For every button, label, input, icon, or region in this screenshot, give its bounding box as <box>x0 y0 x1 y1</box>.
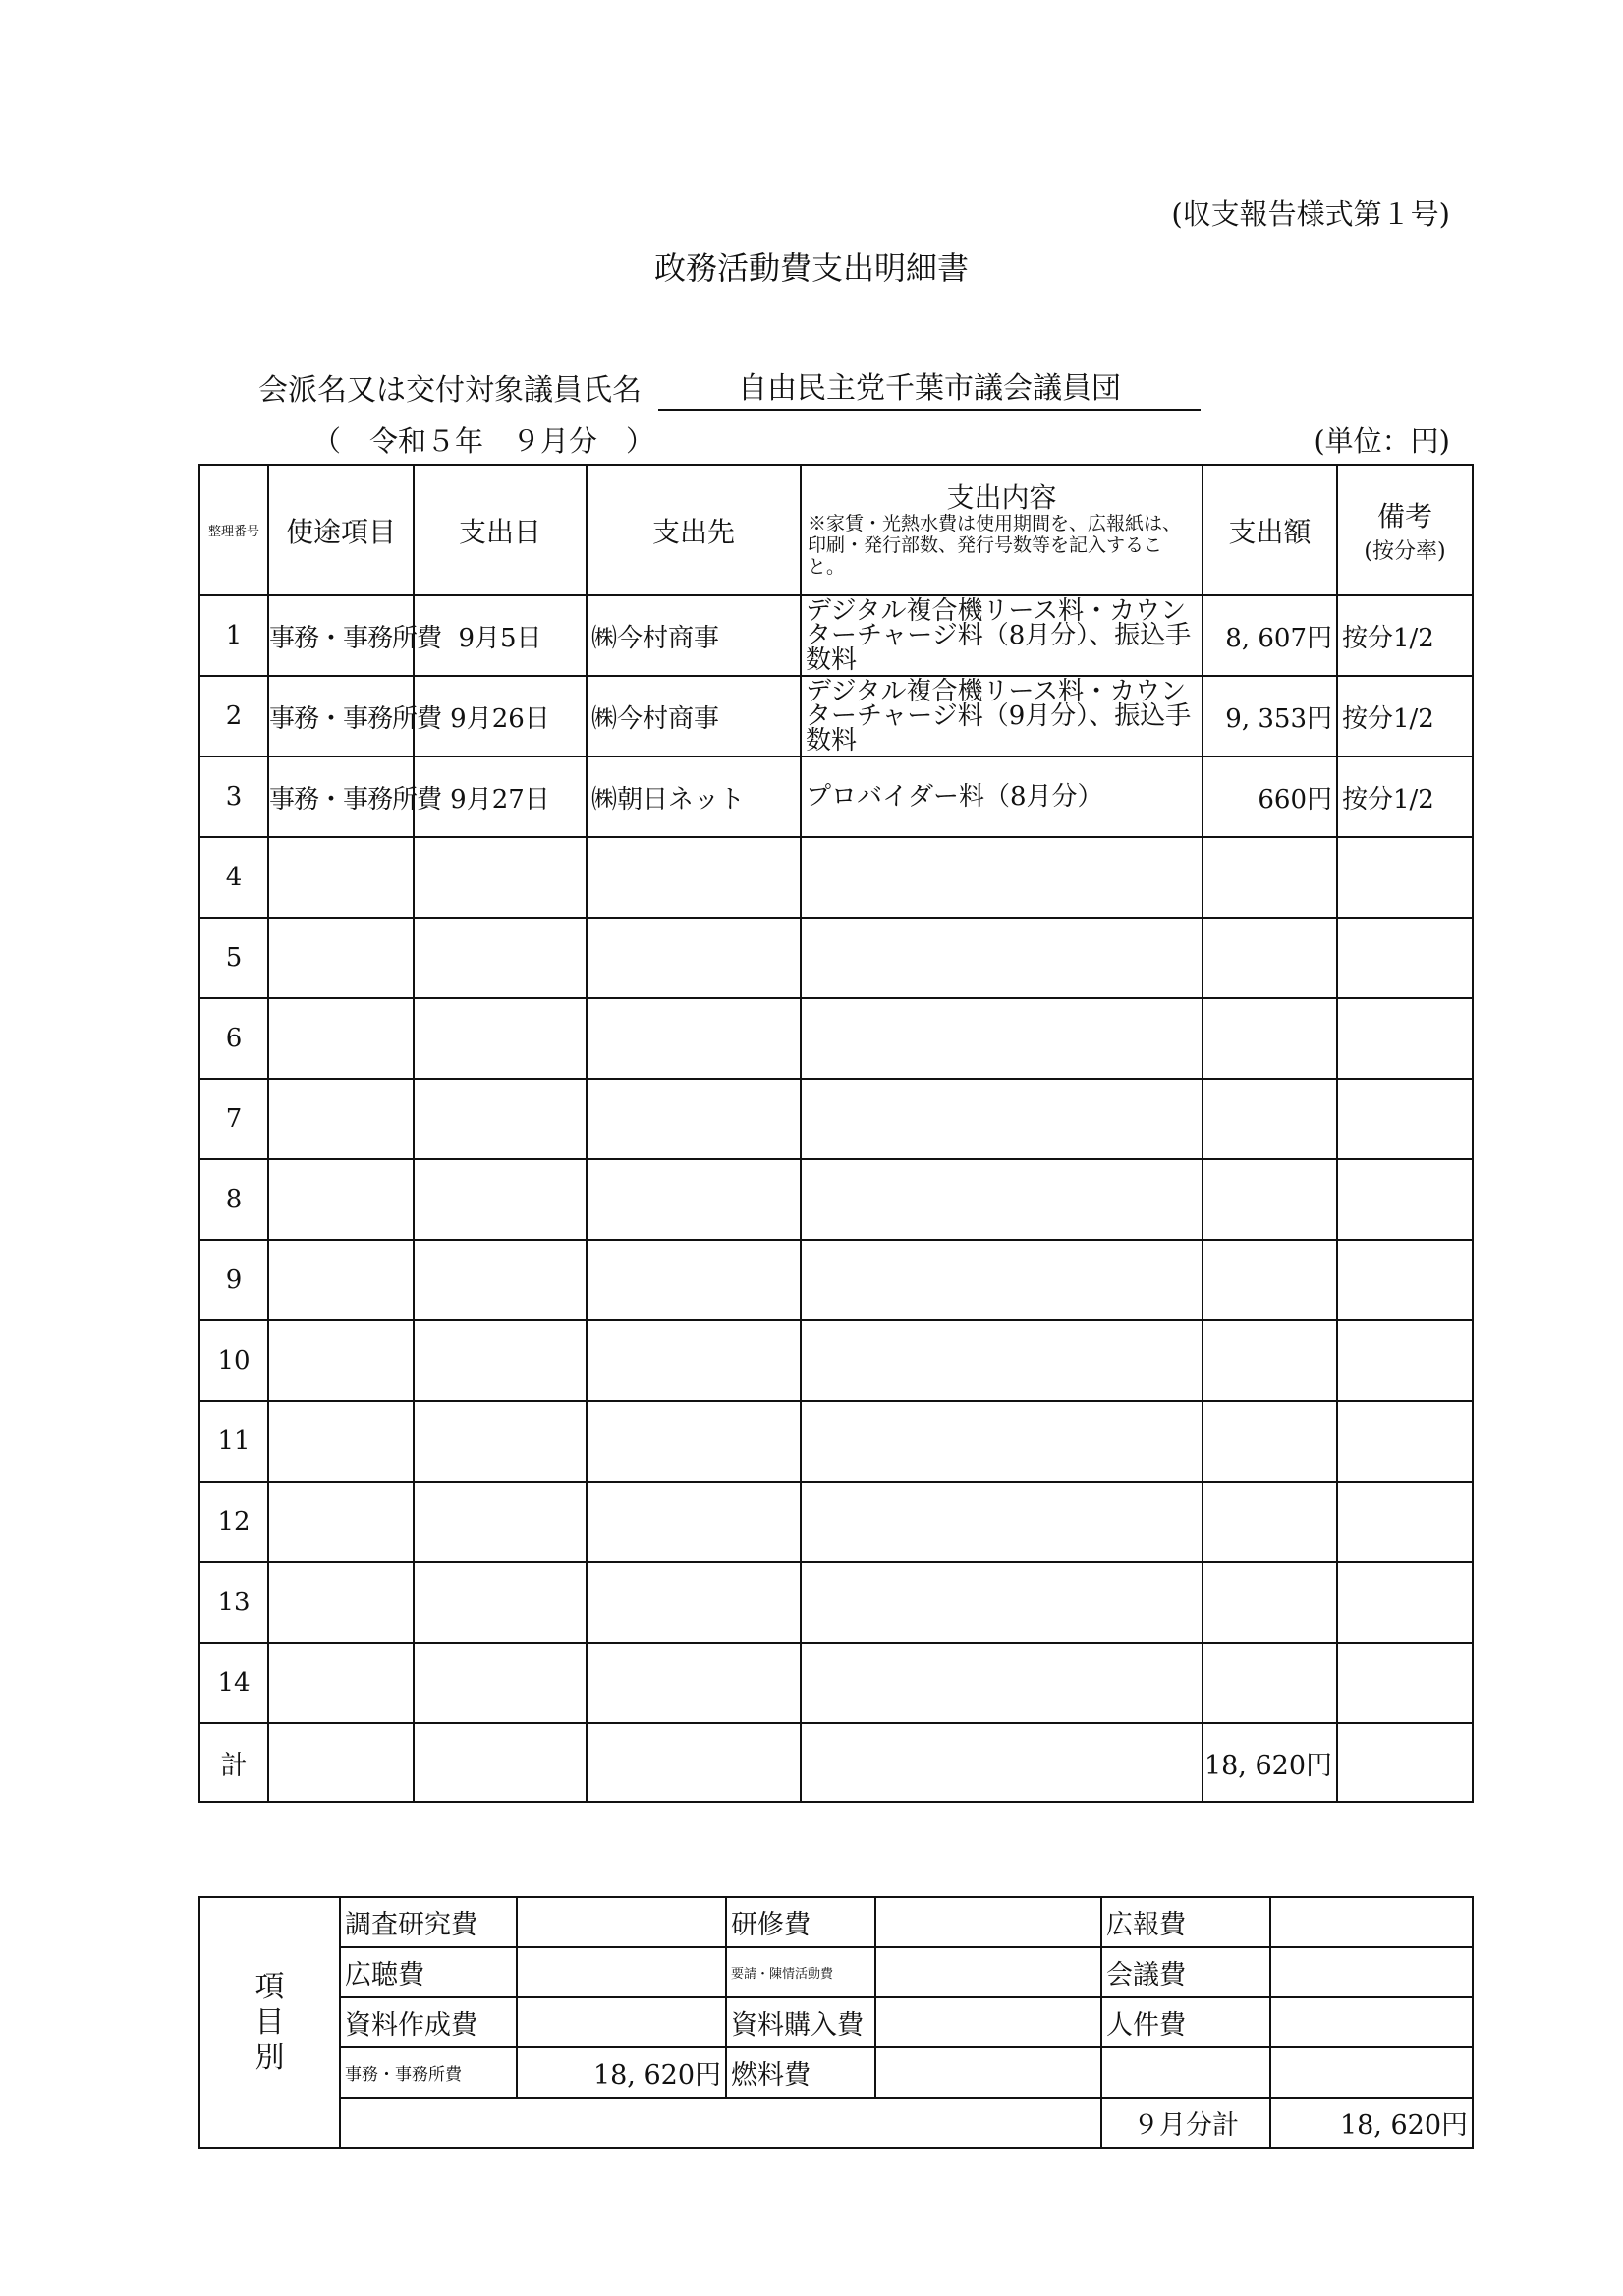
row-amount <box>1203 1401 1337 1482</box>
summary-row <box>199 1997 1473 2047</box>
row-amount: 660円 <box>1203 756 1337 837</box>
header-date: 支出日 <box>414 465 587 595</box>
month-total-label: ９月分計 <box>1101 2098 1270 2148</box>
table-body <box>199 595 1473 1723</box>
table-row <box>199 595 1473 676</box>
row-payee <box>587 1401 801 1482</box>
row-note <box>1337 1562 1473 1643</box>
row-use-category <box>268 998 414 1079</box>
summary-category-label: 調査研究費 <box>340 1897 517 1947</box>
row-amount <box>1203 837 1337 918</box>
row-number: 14 <box>199 1643 268 1723</box>
row-payee <box>587 837 801 918</box>
row-payee <box>587 1240 801 1320</box>
row-date <box>414 1079 587 1159</box>
header-content-note: ※家賃・光熱水費は使用期間を、広報紙は、印刷・発行部数、発行号数等を記入すること。 <box>808 512 1182 578</box>
row-note <box>1337 1643 1473 1723</box>
summary-row <box>199 2047 1473 2098</box>
row-payee <box>587 918 801 998</box>
row-content <box>801 1643 1203 1723</box>
row-number: 13 <box>199 1562 268 1643</box>
row-amount <box>1203 918 1337 998</box>
row-content <box>801 918 1203 998</box>
row-date <box>414 1159 587 1240</box>
row-note <box>1337 1482 1473 1562</box>
row-payee <box>587 998 801 1079</box>
summary-category-value <box>1270 2047 1473 2098</box>
summary-category-label: 事務・事務所費 <box>340 2047 517 2098</box>
row-use-category <box>268 1482 414 1562</box>
row-use-category <box>268 1320 414 1401</box>
summary-category-value <box>517 1997 726 2047</box>
header-payee: 支出先 <box>587 465 801 595</box>
row-payee <box>587 1562 801 1643</box>
row-amount <box>1203 1482 1337 1562</box>
row-payee <box>587 1159 801 1240</box>
row-use-category: 事務・事務所費 <box>268 595 414 676</box>
summary-category-value <box>875 1947 1101 1997</box>
summary-category-value <box>517 1947 726 1997</box>
row-date <box>414 918 587 998</box>
header-use: 使途項目 <box>268 465 414 595</box>
row-use-category <box>268 837 414 918</box>
row-date: 9月26日 <box>414 676 587 756</box>
table-row <box>199 1079 1473 1159</box>
row-use-category: 事務・事務所費 <box>268 676 414 756</box>
row-number: 4 <box>199 837 268 918</box>
category-summary-table <box>198 1896 1474 2149</box>
row-number: 12 <box>199 1482 268 1562</box>
row-payee <box>587 1320 801 1401</box>
row-note <box>1337 918 1473 998</box>
currency-unit: (単位：円) <box>1314 424 1450 458</box>
summary-category-label: 会議費 <box>1101 1947 1270 1997</box>
table-row <box>199 1562 1473 1643</box>
report-period: （ 令和５年 ９月分 ） <box>312 424 655 458</box>
header-note-title: 備考 <box>1376 500 1432 532</box>
row-content <box>801 837 1203 918</box>
summary-category-value <box>875 1897 1101 1947</box>
row-content: デジタル複合機リース料・カウンターチャージ料（8月分）、振込手数料 <box>801 595 1203 676</box>
row-note <box>1337 1240 1473 1320</box>
summary-category-label: 資料購入費 <box>726 1997 875 2047</box>
row-amount: 9, 353円 <box>1203 676 1337 756</box>
row-date: 9月5日 <box>414 595 587 676</box>
summary-row <box>199 1897 1473 1947</box>
expense-table <box>198 464 1474 1803</box>
summary-category-label <box>1101 2047 1270 2098</box>
row-payee <box>587 1079 801 1159</box>
total-cell-empty <box>587 1723 801 1802</box>
row-number: 10 <box>199 1320 268 1401</box>
row-content <box>801 1401 1203 1482</box>
row-use-category <box>268 1079 414 1159</box>
row-amount: 8, 607円 <box>1203 595 1337 676</box>
row-amount <box>1203 998 1337 1079</box>
row-content <box>801 1240 1203 1320</box>
group-label: 会派名又は交付対象議員氏名 <box>258 373 642 408</box>
total-cell-empty <box>1337 1723 1473 1802</box>
row-date <box>414 1482 587 1562</box>
summary-side-label: 項 目 別 <box>199 1897 340 2148</box>
document-title: 政務活動費支出明細書 <box>653 250 969 287</box>
row-note <box>1337 1079 1473 1159</box>
summary-category-value <box>1270 1947 1473 1997</box>
row-date <box>414 1240 587 1320</box>
summary-total-blank <box>340 2098 1101 2148</box>
row-amount <box>1203 1240 1337 1320</box>
form-number: (収支報告様式第１号) <box>1171 197 1450 231</box>
row-payee <box>587 1643 801 1723</box>
row-note <box>1337 1159 1473 1240</box>
summary-category-value <box>875 1997 1101 2047</box>
summary-category-label: 研修費 <box>726 1897 875 1947</box>
table-row <box>199 1320 1473 1401</box>
table-header-row <box>199 465 1473 595</box>
row-payee <box>587 1482 801 1562</box>
row-amount <box>1203 1159 1337 1240</box>
table-row <box>199 998 1473 1079</box>
table-row <box>199 1159 1473 1240</box>
total-cell-empty <box>801 1723 1203 1802</box>
summary-category-value <box>1270 1897 1473 1947</box>
row-date <box>414 1643 587 1723</box>
row-content <box>801 998 1203 1079</box>
summary-category-label: 広聴費 <box>340 1947 517 1997</box>
summary-category-label: 要請・陳情活動費 <box>726 1947 875 1997</box>
row-content <box>801 1482 1203 1562</box>
header-content <box>801 465 1203 595</box>
row-date <box>414 1401 587 1482</box>
row-date <box>414 998 587 1079</box>
row-content: プロバイダー料（8月分） <box>801 756 1203 837</box>
row-content <box>801 1320 1203 1401</box>
row-number: 2 <box>199 676 268 756</box>
row-payee: ㈱今村商事 <box>587 595 801 676</box>
total-cell-empty <box>414 1723 587 1802</box>
total-row <box>199 1723 1473 1802</box>
table-row <box>199 676 1473 756</box>
row-note <box>1337 1401 1473 1482</box>
summary-category-value <box>1270 1997 1473 2047</box>
row-use-category <box>268 1643 414 1723</box>
row-date <box>414 1320 587 1401</box>
row-use-category <box>268 1401 414 1482</box>
row-number: 5 <box>199 918 268 998</box>
row-note: 按分1/2 <box>1337 595 1473 676</box>
row-use-category <box>268 1562 414 1643</box>
row-number: 6 <box>199 998 268 1079</box>
table-row <box>199 1401 1473 1482</box>
row-use-category <box>268 918 414 998</box>
row-number: 8 <box>199 1159 268 1240</box>
row-number: 3 <box>199 756 268 837</box>
header-note <box>1337 465 1473 595</box>
table-row <box>199 1240 1473 1320</box>
row-content <box>801 1159 1203 1240</box>
row-note <box>1337 1320 1473 1401</box>
month-total-value: 18, 620円 <box>1270 2098 1473 2148</box>
row-amount <box>1203 1320 1337 1401</box>
table-row <box>199 1643 1473 1723</box>
table-row <box>199 756 1473 837</box>
total-cell-empty <box>268 1723 414 1802</box>
row-date <box>414 1562 587 1643</box>
row-content <box>801 1562 1203 1643</box>
row-note: 按分1/2 <box>1337 756 1473 837</box>
row-note <box>1337 998 1473 1079</box>
summary-body <box>199 1897 1473 2148</box>
summary-category-label: 資料作成費 <box>340 1997 517 2047</box>
row-payee: ㈱朝日ネット <box>587 756 801 837</box>
row-note: 按分1/2 <box>1337 676 1473 756</box>
header-amount: 支出額 <box>1203 465 1337 595</box>
row-date <box>414 837 587 918</box>
row-number: 9 <box>199 1240 268 1320</box>
row-use-category: 事務・事務所費 <box>268 756 414 837</box>
header-content-title: 支出内容 <box>946 480 1057 514</box>
row-note <box>1337 837 1473 918</box>
summary-category-value <box>875 2047 1101 2098</box>
summary-category-label: 広報費 <box>1101 1897 1270 1947</box>
summary-category-value: 18, 620円 <box>517 2047 726 2098</box>
row-use-category <box>268 1240 414 1320</box>
summary-category-label: 燃料費 <box>726 2047 875 2098</box>
total-amount: 18, 620円 <box>1203 1723 1337 1802</box>
table-row <box>199 1482 1473 1562</box>
table-row <box>199 837 1473 918</box>
summary-row <box>199 1947 1473 1997</box>
table-row <box>199 918 1473 998</box>
row-content <box>801 1079 1203 1159</box>
header-note-sub: (按分率) <box>1364 539 1446 564</box>
row-amount <box>1203 1643 1337 1723</box>
row-payee: ㈱今村商事 <box>587 676 801 756</box>
row-date: 9月27日 <box>414 756 587 837</box>
row-use-category <box>268 1159 414 1240</box>
row-number: 1 <box>199 595 268 676</box>
row-content: デジタル複合機リース料・カウンターチャージ料（9月分）、振込手数料 <box>801 676 1203 756</box>
summary-category-label: 人件費 <box>1101 1997 1270 2047</box>
row-number: 7 <box>199 1079 268 1159</box>
header-no: 整理番号 <box>199 465 268 595</box>
row-amount <box>1203 1562 1337 1643</box>
row-number: 11 <box>199 1401 268 1482</box>
total-label: 計 <box>199 1723 268 1802</box>
group-name: 自由民主党千葉市議会議員団 <box>658 364 1201 411</box>
summary-category-value <box>517 1897 726 1947</box>
row-amount <box>1203 1079 1337 1159</box>
summary-total-row <box>199 2098 1473 2148</box>
